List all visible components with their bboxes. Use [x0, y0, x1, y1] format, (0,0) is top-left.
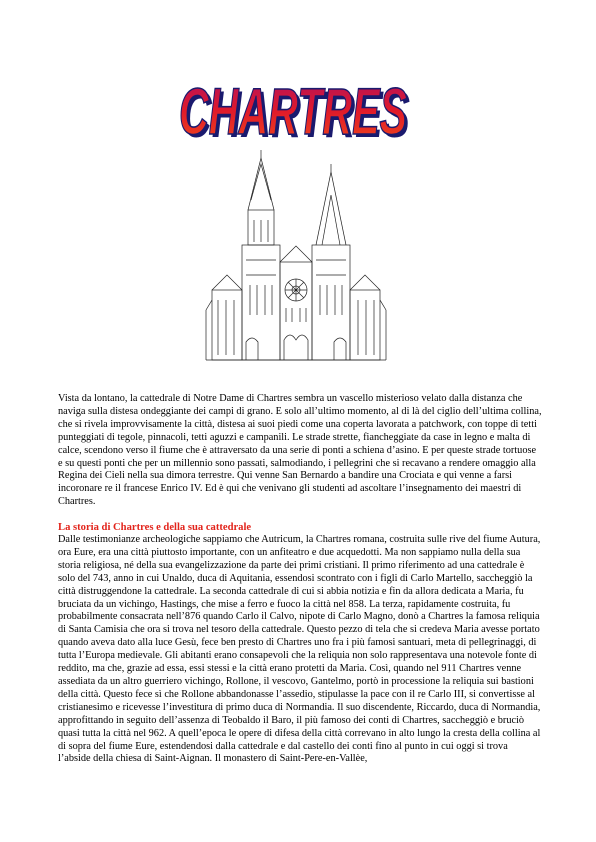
cathedral-drawing — [204, 150, 388, 364]
title-text: CHARTRES — [179, 74, 407, 148]
page-title — [176, 62, 410, 148]
section-heading: La storia di Chartres e della sua cattedrale — [58, 522, 252, 533]
title-shadow: CHARTRES — [182, 77, 410, 148]
intro-paragraph: Vista da lontano, la cattedrale di Notre Dame di Chartres sembra un vascello misterioso velato dalla distanza che naviga sulla distesa ondeggiante dei campi di grano. E solo all’ultimo momento, al di là del ciglio dell’ultima collina, che si rivela improvvisamente la città, distesa ai suoi piedi come una coperta lavorata a patchwork, con toppe di tetti punteggiati di tegole, pinnacoli, tetti aguzzi e campanili. Le strade strette, fiancheggiate da case in legno e malta di calce, scendono verso il fiume che è attraversato da una serie di ponti a schiena d’asino. E per queste strade tortuose e su questi ponti che per un millennio sono passati, salmodiando, i pellegrini che si recavano a rendere omaggio alla Regina dei Cieli nella sua dimora terrestre. Qui venne San Bernardo a bandire una Crociata e qui venne a farsi incoronare re il francese Enrico IV. Ed è qui che venivano gli studenti ad ascoltare l’insegnamento dei maestri di Chartres. — [58, 393, 542, 508]
cathedral-facade-icon — [204, 150, 388, 364]
history-paragraph: Dalle testimonianze archeologiche sappiamo che Autricum, la Chartres romana, costruita sulle rive del fiume Autura, ora Eure, era una città piuttosto importante, con un anfiteatro e due acquedotti. Ma non sappiamo nulla della sua storia religiosa, né della sua evangelizzazione da parte dei primi cristiani. Il primo riferimento ad una cattedrale è solo del 743, anno in cui Unaldo, duca di Aquitania, essendosi scontrato con i figli di Carlo Martello, saccheggiò la città distruggendone la cattedrale. La seconda cattedrale di cui si abbia notizia e fin da allora dedicata a Maria, fu bruciata da un vichingo, Hastings, che mise a ferro e fuoco la città nel 858. La terza, rapidamente costruita, fu probabilmente consacrata nell’876 quando Carlo il Calvo, nipote di Carlo Magno, donò a Chartres la famosa reliquia di Santa Camisia che ora si trova nel tesoro della cattedrale. Questo pezzo di tela che si credeva Maria avesse portato quando aveva dato alla luce Gesù, fece ben presto di Chartres uno fra i più famosi santuari, meta di pellegrinaggi, di tutta l’Europa medievale. Gli abitanti erano consapevoli che la reliquia non solo rappresentava una notevole fonte di reddito, ma che, grazie ad essa, essi stessi e la città erano protetti da Maria. Così, quando nel 911 Chartres venne assediata da un altro guerriero vichingo, Rollone, il vescovo, Gantelmo, portò in processione la reliquia sui bastioni della città. Questo fece sì che Rollone abbandonasse l’assedio, stipulasse la pace con il re Carlo III, si convertisse al cristianesimo e ricevesse l’investitura di primo duca di Normandia. Il suo discendente, Riccardo, duca di Normandia, approfittando in seguito dell’assenza di Teobaldo il Baro, il più famoso dei conti di Chartres, saccheggiò e bruciò quasi tutta la città nel 962. A quell’epoca le opere di difesa della città correvano in alto lungo la cresta della collina al di sopra del fiume Eure, estendendosi dalla cattedrale e dal castello dei conti fino al punto in cui oggi si trova l’abside della chiesa di Saint-Aignan. Il monastero di Saint-Pere-en-Vallèe, — [58, 534, 541, 765]
